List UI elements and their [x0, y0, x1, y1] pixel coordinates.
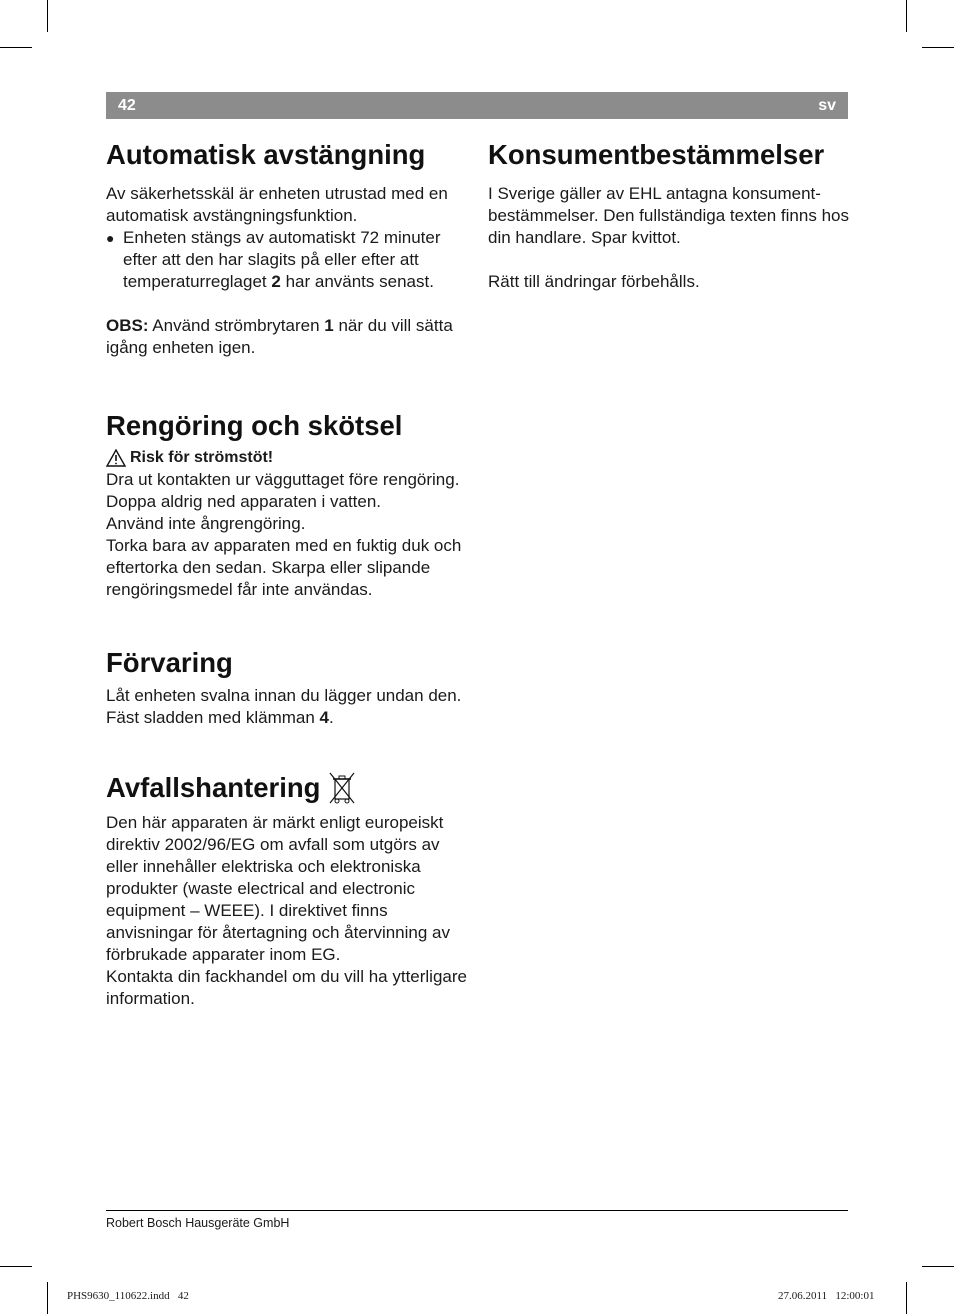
- paragraph: Torka bara av apparaten med en fuktig duk och eftertorka den sedan. Skarpa eller slipande rengöringsmedel får inte användas.: [106, 536, 462, 599]
- paragraph: I Sverige gäller av EHL antagna konsument-bestämmelser. Den fullständiga texten finns hos din handlare. Spar kvittot.: [488, 184, 849, 247]
- paragraph: Låt enheten svalna innan du lägger undan den.: [106, 686, 462, 705]
- paragraph: Den här apparaten är märkt enligt europeiskt direktiv 2002/96/EG om avfall som utgörs av eller innehåller elektriska och elektroniska produkter (waste electrical and electronic equipment – WEEE). I direktivet finns anvisningar för återtagning och återvinning av förbrukade apparater inom EG.: [106, 813, 450, 964]
- section-title-row: [106, 771, 468, 805]
- paragraph: Doppa aldrig ned apparaten i vatten.: [106, 492, 382, 511]
- paragraph-text: .: [329, 708, 334, 727]
- crossed-out-wheelie-bin-icon: [328, 771, 356, 805]
- bullet-list: [106, 227, 468, 293]
- section-auto-off: [106, 138, 468, 359]
- footer-divider: [106, 1210, 848, 1211]
- page-number: 42: [118, 96, 136, 114]
- section-title: Förvaring: [106, 647, 233, 678]
- section-consumer: [488, 138, 850, 293]
- paragraph: Dra ut kontakten ur vägguttaget före rengöring.: [106, 470, 460, 489]
- crop-mark: [922, 47, 954, 48]
- ref-number: 4: [319, 708, 330, 727]
- paragraph-text: Fäst sladden med klämman: [106, 708, 320, 727]
- crop-mark: [47, 0, 48, 32]
- note-ref-number: 1: [324, 316, 334, 335]
- warning-text: Risk för strömstöt!: [130, 449, 274, 466]
- paragraph: Av säkerhetsskäl är enheten utrustad med en automatisk avstängningsfunktion.: [106, 184, 448, 225]
- paragraph: Använd inte ångrengöring.: [106, 514, 306, 533]
- print-date-slug: 27.06.2011 12:00:01: [778, 1290, 875, 1302]
- note-paragraph: [106, 315, 468, 359]
- section-cleaning: [106, 409, 468, 601]
- bullet-text: Enheten stängs av automatiskt 72 minuter efter att den har slagits på eller efter att temperaturreglaget: [123, 228, 441, 291]
- page-header-bar: [106, 92, 848, 119]
- warning-triangle-icon: [106, 449, 126, 467]
- section-title: Rengöring och skötsel: [106, 410, 403, 441]
- crop-mark: [922, 1266, 954, 1267]
- bullet-item: [106, 227, 468, 293]
- crop-mark: [906, 1282, 907, 1314]
- warning-line: [106, 447, 468, 469]
- note-text: när du vill sätta igång enheten igen.: [106, 316, 453, 357]
- crop-mark: [0, 1266, 32, 1267]
- paragraph: Kontakta din fackhandel om du vill ha ytterligare information.: [106, 967, 467, 1008]
- paragraph: Rätt till ändringar förbehålls.: [488, 272, 700, 291]
- note-text: Använd strömbrytaren: [148, 316, 325, 335]
- paragraph: [106, 707, 468, 729]
- bullet-ref-number: 2: [271, 272, 281, 291]
- crop-mark: [0, 47, 32, 48]
- left-column: [106, 138, 468, 1010]
- right-column: [488, 138, 850, 293]
- crop-mark: [47, 1282, 48, 1314]
- note-label: OBS:: [106, 316, 149, 335]
- crop-mark: [906, 0, 907, 32]
- language-code: sv: [818, 96, 836, 114]
- footer-company: Robert Bosch Hausgeräte GmbH: [106, 1216, 290, 1230]
- print-file-slug: PHS9630_110622.indd 42: [67, 1290, 189, 1302]
- section-disposal: [106, 771, 468, 1010]
- section-title: Konsumentbestämmelser: [488, 139, 825, 170]
- section-storage: [106, 646, 468, 729]
- section-title: Avfallshantering: [106, 772, 321, 803]
- bullet-text: har använts senast.: [280, 272, 434, 291]
- section-title: Automatisk avstängning: [106, 139, 426, 170]
